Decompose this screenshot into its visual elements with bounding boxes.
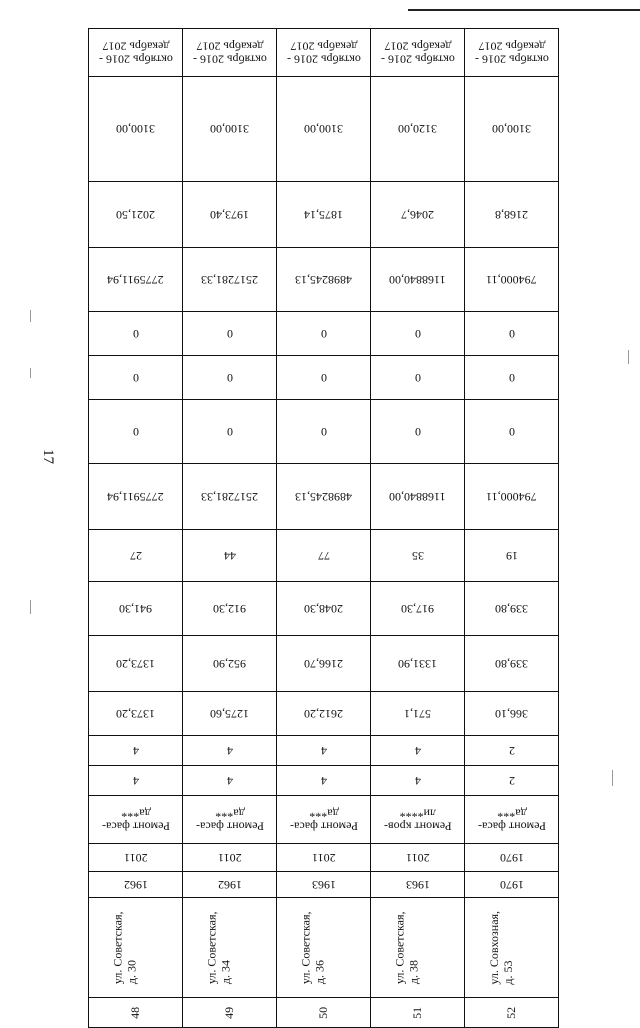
area-total-51: 571,1 (404, 707, 431, 722)
year-privatized-51: 2011 (405, 851, 430, 866)
row-no-52: 52 (503, 1006, 518, 1019)
cost-fund-48: 0 (132, 327, 139, 342)
cost-budget-region-52: 0 (508, 371, 515, 386)
area-residential-50: 2048,30 (304, 602, 343, 617)
cost-budget-region-50: 0 (320, 371, 327, 386)
floors-51: 4 (414, 774, 421, 789)
work-50: Ремонт фаса- да*** (289, 806, 358, 834)
row-cost-total (89, 248, 559, 312)
scan-mark (628, 350, 629, 364)
address-51: ул. Советская, д. 38 (392, 911, 421, 984)
area-residential-51: 917,30 (401, 602, 434, 617)
year-built-51: 1963 (405, 878, 430, 893)
area-total-52: 366,10 (495, 707, 528, 722)
cost-fund-52: 0 (508, 327, 515, 342)
floors-50: 4 (320, 774, 327, 789)
row-area-premises (89, 636, 559, 692)
cost-total-49: 2517281,33 (201, 273, 258, 288)
area-premises-51: 1331,90 (398, 657, 437, 672)
entrances-49: 4 (226, 744, 233, 759)
limit-cost-50: 3100,00 (304, 122, 343, 137)
area-premises-50: 2166,70 (304, 657, 343, 672)
period-48: октябрь 2016 - декабрь 2017 (98, 39, 173, 67)
row-address (89, 898, 559, 998)
cost-total-48: 2775911,94 (107, 273, 164, 288)
row-no-48: 48 (127, 1006, 142, 1019)
cost-per-m2-51: 2046,7 (401, 208, 434, 223)
year-built-48: 1962 (123, 878, 148, 893)
cost-fund-49: 0 (226, 327, 233, 342)
work-52: Ремонт фаса- да*** (477, 806, 546, 834)
row-cost-budget-local (89, 400, 559, 464)
scan-mark (30, 600, 31, 614)
cost-total-51: 1168840,00 (389, 273, 446, 288)
address-52: ул. Совхозная, д. 53 (487, 910, 515, 985)
cost-per-m2-48: 2021,50 (116, 208, 155, 223)
period-49: октябрь 2016 - декабрь 2017 (192, 39, 267, 67)
area-residential-48: 941,30 (119, 602, 152, 617)
residents-51: 35 (411, 549, 424, 564)
row-area-total (89, 692, 559, 736)
cost-budget-local-49: 0 (226, 425, 233, 440)
address-48: ул. Советская, д. 30 (110, 911, 139, 984)
period-50: октябрь 2016 - декабрь 2017 (286, 39, 361, 67)
residents-48: 27 (129, 549, 142, 564)
cost-budget-region-49: 0 (226, 371, 233, 386)
floors-49: 4 (226, 774, 233, 789)
cost-per-m2-50: 1875,14 (304, 208, 343, 223)
row-work-type (89, 796, 559, 844)
area-total-48: 1373,20 (116, 707, 155, 722)
page-number: 17 (40, 449, 56, 464)
residents-49: 44 (223, 549, 236, 564)
row-cost-fund (89, 312, 559, 356)
work-51: Ремонт кров- ли**** (383, 806, 452, 834)
area-total-50: 2612,20 (304, 707, 343, 722)
row-residents (89, 530, 559, 582)
cost-owners-49: 2517281,33 (201, 490, 258, 505)
cost-per-m2-49: 1973,40 (210, 208, 249, 223)
floors-48: 4 (132, 774, 139, 789)
area-premises-52: 339,80 (495, 657, 528, 672)
limit-cost-52: 3100,00 (492, 122, 531, 137)
scan-mark (612, 770, 613, 786)
cost-fund-51: 0 (414, 327, 421, 342)
entrances-52: 2 (508, 744, 515, 759)
cost-fund-50: 0 (320, 327, 327, 342)
entrances-48: 4 (132, 744, 139, 759)
cost-owners-50: 4898245,13 (295, 490, 352, 505)
scan-mark (30, 310, 31, 322)
residents-52: 19 (505, 549, 518, 564)
row-year-built (89, 872, 559, 898)
row-area-residential (89, 582, 559, 636)
cost-budget-local-50: 0 (320, 425, 327, 440)
repair-program-table (88, 28, 559, 1028)
cost-owners-51: 1168840,00 (389, 490, 446, 505)
entrances-50: 4 (320, 744, 327, 759)
area-total-49: 1275,60 (210, 707, 249, 722)
cost-owners-52: 794000,11 (486, 490, 537, 505)
year-built-50: 1963 (311, 878, 336, 893)
cost-per-m2-52: 2168,8 (495, 208, 528, 223)
limit-cost-48: 3100,00 (116, 122, 155, 137)
address-50: ул. Советская, д. 36 (298, 911, 327, 984)
row-cost-owners (89, 464, 559, 530)
row-cost-per-m2 (89, 182, 559, 248)
limit-cost-49: 3100,00 (210, 122, 249, 137)
limit-cost-51: 3120,00 (398, 122, 437, 137)
row-no-49: 49 (221, 1006, 236, 1019)
row-number (89, 998, 559, 1028)
year-built-49: 1962 (217, 878, 242, 893)
cost-budget-local-48: 0 (132, 425, 139, 440)
cost-budget-local-51: 0 (414, 425, 421, 440)
area-residential-49: 912,30 (213, 602, 246, 617)
row-no-50: 50 (315, 1006, 330, 1019)
address-49: ул. Советская, д. 34 (204, 911, 233, 984)
year-built-52: 1970 (499, 878, 524, 893)
work-49: Ремонт фаса- да*** (195, 806, 264, 834)
top-rule (408, 9, 640, 11)
row-cost-budget-region (89, 356, 559, 400)
row-year-privatized (89, 844, 559, 872)
period-51: октябрь 2016 - декабрь 2017 (380, 39, 455, 67)
row-no-51: 51 (409, 1006, 424, 1019)
cost-budget-region-48: 0 (132, 371, 139, 386)
residents-50: 77 (317, 549, 330, 564)
cost-total-52: 794000,11 (486, 273, 537, 288)
year-privatized-52: 1970 (499, 851, 524, 866)
work-48: Ремонт фаса- да*** (101, 806, 170, 834)
cost-total-50: 4898245,13 (295, 273, 352, 288)
row-limit-cost (89, 77, 559, 182)
year-privatized-48: 2011 (123, 851, 148, 866)
scan-mark (30, 368, 31, 378)
row-entrances (89, 736, 559, 766)
area-premises-48: 1373,20 (116, 657, 155, 672)
area-premises-49: 952,90 (213, 657, 246, 672)
cost-budget-local-52: 0 (508, 425, 515, 440)
year-privatized-50: 2011 (311, 851, 336, 866)
cost-budget-region-51: 0 (414, 371, 421, 386)
entrances-51: 4 (414, 744, 421, 759)
cost-owners-48: 2775911,94 (107, 490, 164, 505)
year-privatized-49: 2011 (217, 851, 242, 866)
floors-52: 2 (508, 774, 515, 789)
row-period (89, 29, 559, 77)
area-residential-52: 339,80 (495, 602, 528, 617)
row-floors (89, 766, 559, 796)
period-52: октябрь 2016 - декабрь 2017 (474, 39, 549, 67)
